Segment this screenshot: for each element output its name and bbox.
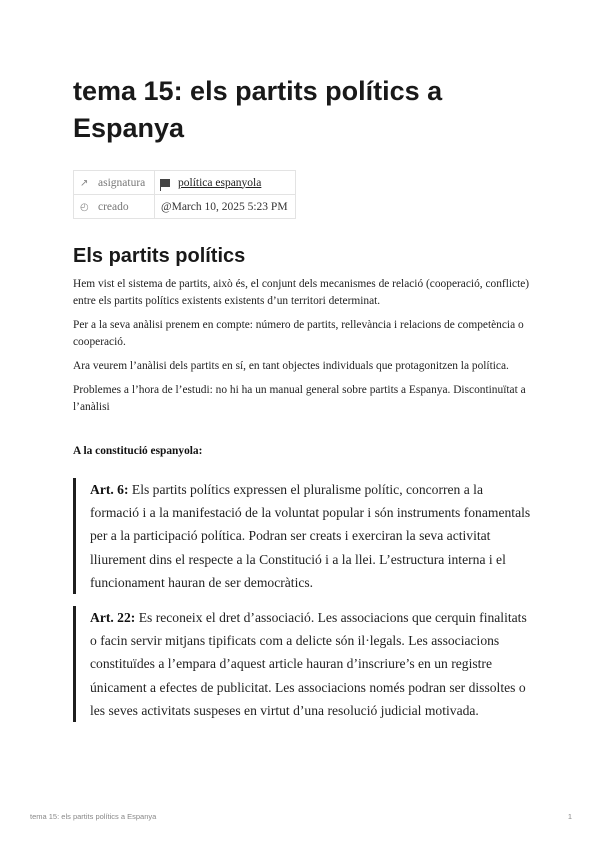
article-label: Art. 6:	[90, 482, 129, 497]
article-text: Es reconeix el dret d’associació. Les associacions que cerquin finalitats o facin servir mitjans tipificats com a delicte són il·legals. Les associacions constituïdes a l’empara d’aquest article hauran d’inscriure’s en un registre únicament a efectes de publicitat. Les associacions només podran ser dissoltes o les seves activitats suspeses en virtut d’una resolució judicial motivada.	[90, 610, 527, 718]
property-value: @March 10, 2025 5:23 PM	[155, 195, 296, 219]
subject-link[interactable]: política espanyola	[178, 176, 262, 189]
page-footer	[30, 812, 572, 821]
page-title: tema 15: els partits polítics a Espanya	[73, 76, 443, 143]
footer-title: tema 15: els partits polítics a Espanya	[30, 812, 157, 821]
paragraph: Per a la seva anàlisi prenem en compte: número de partits, rellevància i relacions de competència o cooperació.	[73, 319, 524, 348]
body-paragraphs	[73, 276, 533, 423]
property-row	[74, 195, 296, 219]
arrow-up-right-icon: ↗	[80, 177, 89, 189]
article-text: Els partits polítics expressen el pluralisme polític, concorren a la formació i a la manifestació de la voluntat popular i són instruments fonamentals per a la participació política. Podran ser creats i exerciran la seva activitat lliurement dins el respecte a la Constitució i a la llei. L’estructura interna i el funcionament hauran de ser democràtics.	[90, 482, 531, 590]
section-heading: Els partits polítics	[73, 245, 246, 267]
paragraph: Ara veurem l’anàlisi dels partits en sí, en tant objectes individuals que protagonitzen la política.	[73, 360, 509, 372]
paragraph: Problemes a l’hora de l’estudi: no hi ha un manual general sobre partits a Espanya. Discontinuïtat a l’anàlisi	[73, 384, 526, 413]
property-value	[155, 171, 296, 195]
flag-icon	[161, 179, 170, 187]
article-quote	[73, 606, 531, 722]
page-number: 1	[567, 812, 572, 821]
property-row	[74, 171, 296, 195]
subheading: A la constitució espanyola:	[73, 445, 203, 457]
article-label: Art. 22:	[90, 610, 136, 625]
properties-table	[73, 170, 296, 219]
article-quote	[73, 478, 531, 594]
clock-icon: ◴	[80, 201, 89, 213]
paragraph: Hem vist el sistema de partits, això és, el conjunt dels mecanismes de relació (cooperació, conflicte) entre els partits polítics existents existents d’un territori determinat.	[73, 278, 530, 307]
property-key: ◴ creado	[74, 195, 155, 219]
property-key: ↗ asignatura	[74, 171, 155, 195]
